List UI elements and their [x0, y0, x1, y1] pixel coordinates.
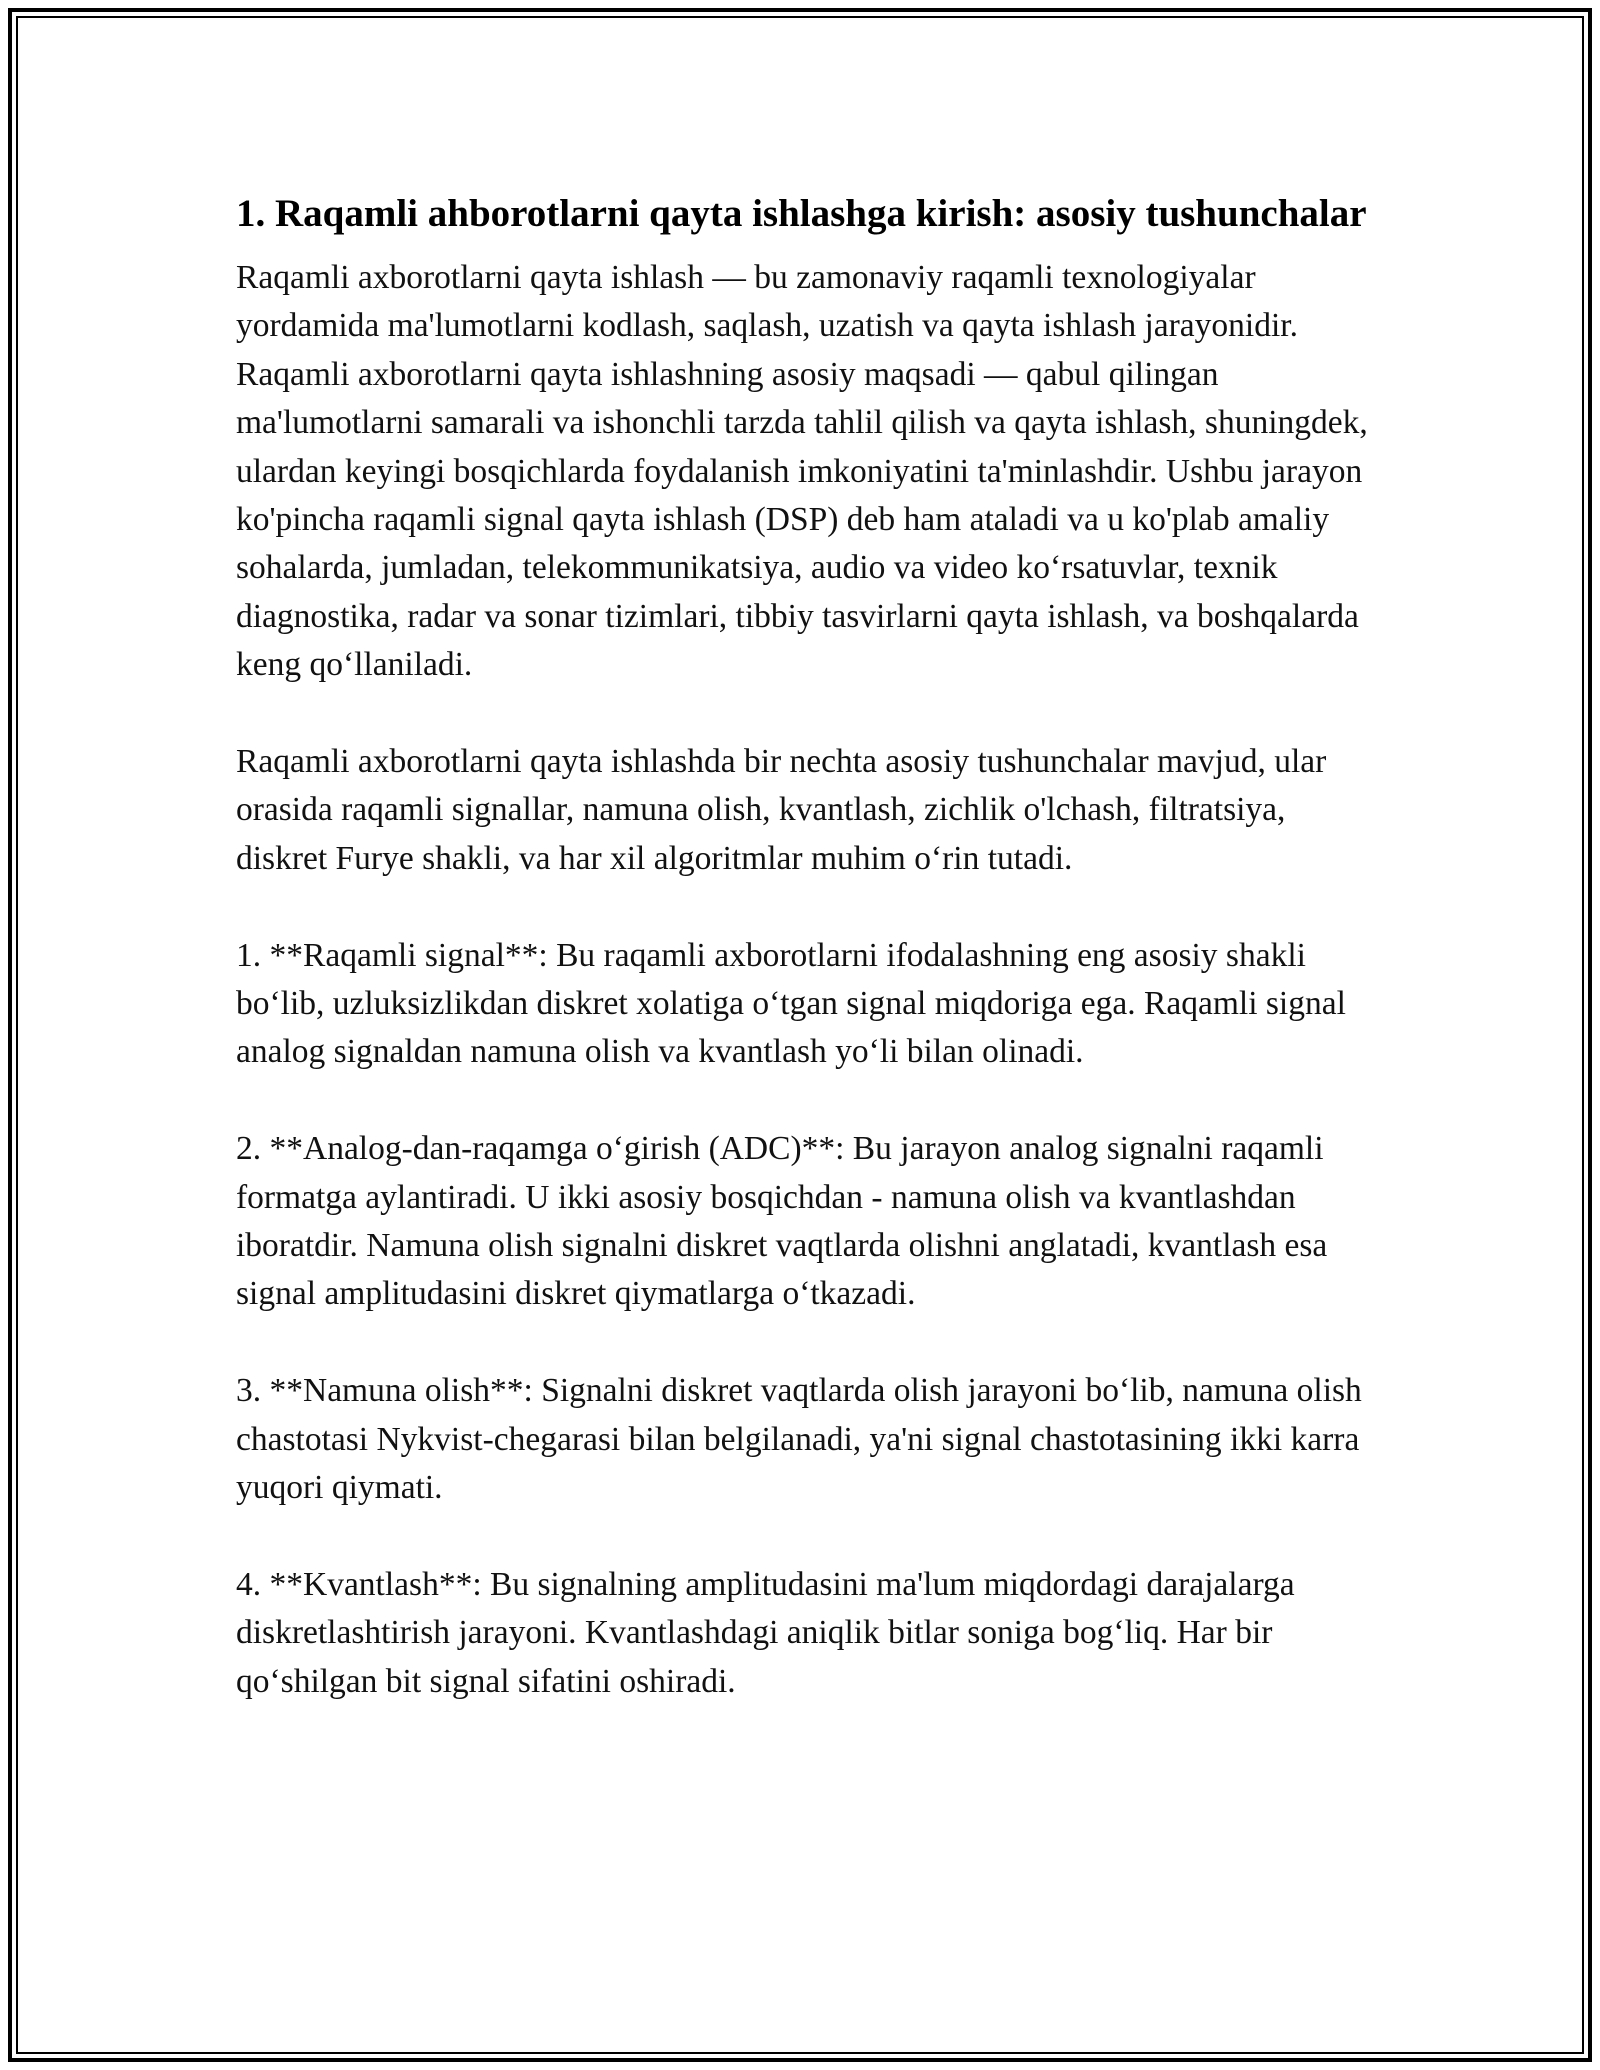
list-item-digital-signal: 1. **Raqamli signal**: Bu raqamli axborotlarni ifodalashning eng asosiy shakli boʻlib, uzluksizlikdan diskret xolatiga oʻtgan signal miqdoriga ega. Raqamli signal analog signaldan namuna olish va kvantlash yoʻli bilan olinadi.: [236, 936, 1346, 1071]
paragraph-concepts: Raqamli axborotlarni qayta ishlashda bir nechta asosiy tushunchalar mavjud, ular orasida raqamli signallar, namuna olish, kvantlash, zichlik o'lchash, filtratsiya, diskret Furye shakli, va har xil algoritmlar muhim oʻrin tutadi.: [236, 743, 1327, 877]
list-item-quantization: 4. **Kvantlash**: Bu signalning amplitudasini ma'lum miqdordagi darajalarga diskretlashtirish jarayoni. Kvantlashdagi aniqlik bitlar soniga bogʻliq. Har bir qoʻshilgan bit signal sifatini oshiradi.: [236, 1565, 1295, 1700]
paragraph-intro: Raqamli axborotlarni qayta ishlash — bu zamonaviy raqamli texnologiyalar yordamida ma'lumotlarni kodlash, saqlash, uzatish va qayta ishlash jarayonidir. Raqamli axborotlarni qayta ishlashning asosiy maqsadi — qabul qilingan ma'lumotlarni samarali va ishonchli tarzda tahlil qilish va qayta ishlash, shuningdek, ulardan keyingi bosqichlarda foydalanish imkoniyatini ta'minlashdir. Ushbu jarayon ko'pincha raqamli signal qayta ishlash (DSP) deb ham ataladi va u ko'plab amaliy sohalarda, jumladan, telekommunikatsiya, audio va video koʻrsatuvlar, texnik diagnostika, radar va sonar tizimlari, tibbiy tasvirlarni qayta ishlash, va boshqalarda keng qoʻllaniladi.: [236, 259, 1368, 684]
list-item-sampling: 3. **Namuna olish**: Signalni diskret vaqtlarda olish jarayoni boʻlib, namuna olish chastotasi Nykvist-chegarasi bilan belgilanadi, ya'ni signal chastotasining ikki karra yuqori qiymati.: [236, 1372, 1362, 1507]
section-title: 1. Raqamli ahborotlarni qayta ishlashga kirish: asosiy tushunchalar: [236, 192, 1367, 235]
list-item-adc: 2. **Analog-dan-raqamga oʻgirish (ADC)**: Bu jarayon analog signalni raqamli formatga aylantiradi. U ikki asosiy bosqichdan - namuna olish va kvantlashdan iboratdir. Namuna olish signalni diskret vaqtlarda olishni anglatadi, kvantlash esa signal amplitudasini diskret qiymatlarga oʻtkazadi.: [236, 1130, 1328, 1313]
document-body: [236, 186, 1376, 1706]
